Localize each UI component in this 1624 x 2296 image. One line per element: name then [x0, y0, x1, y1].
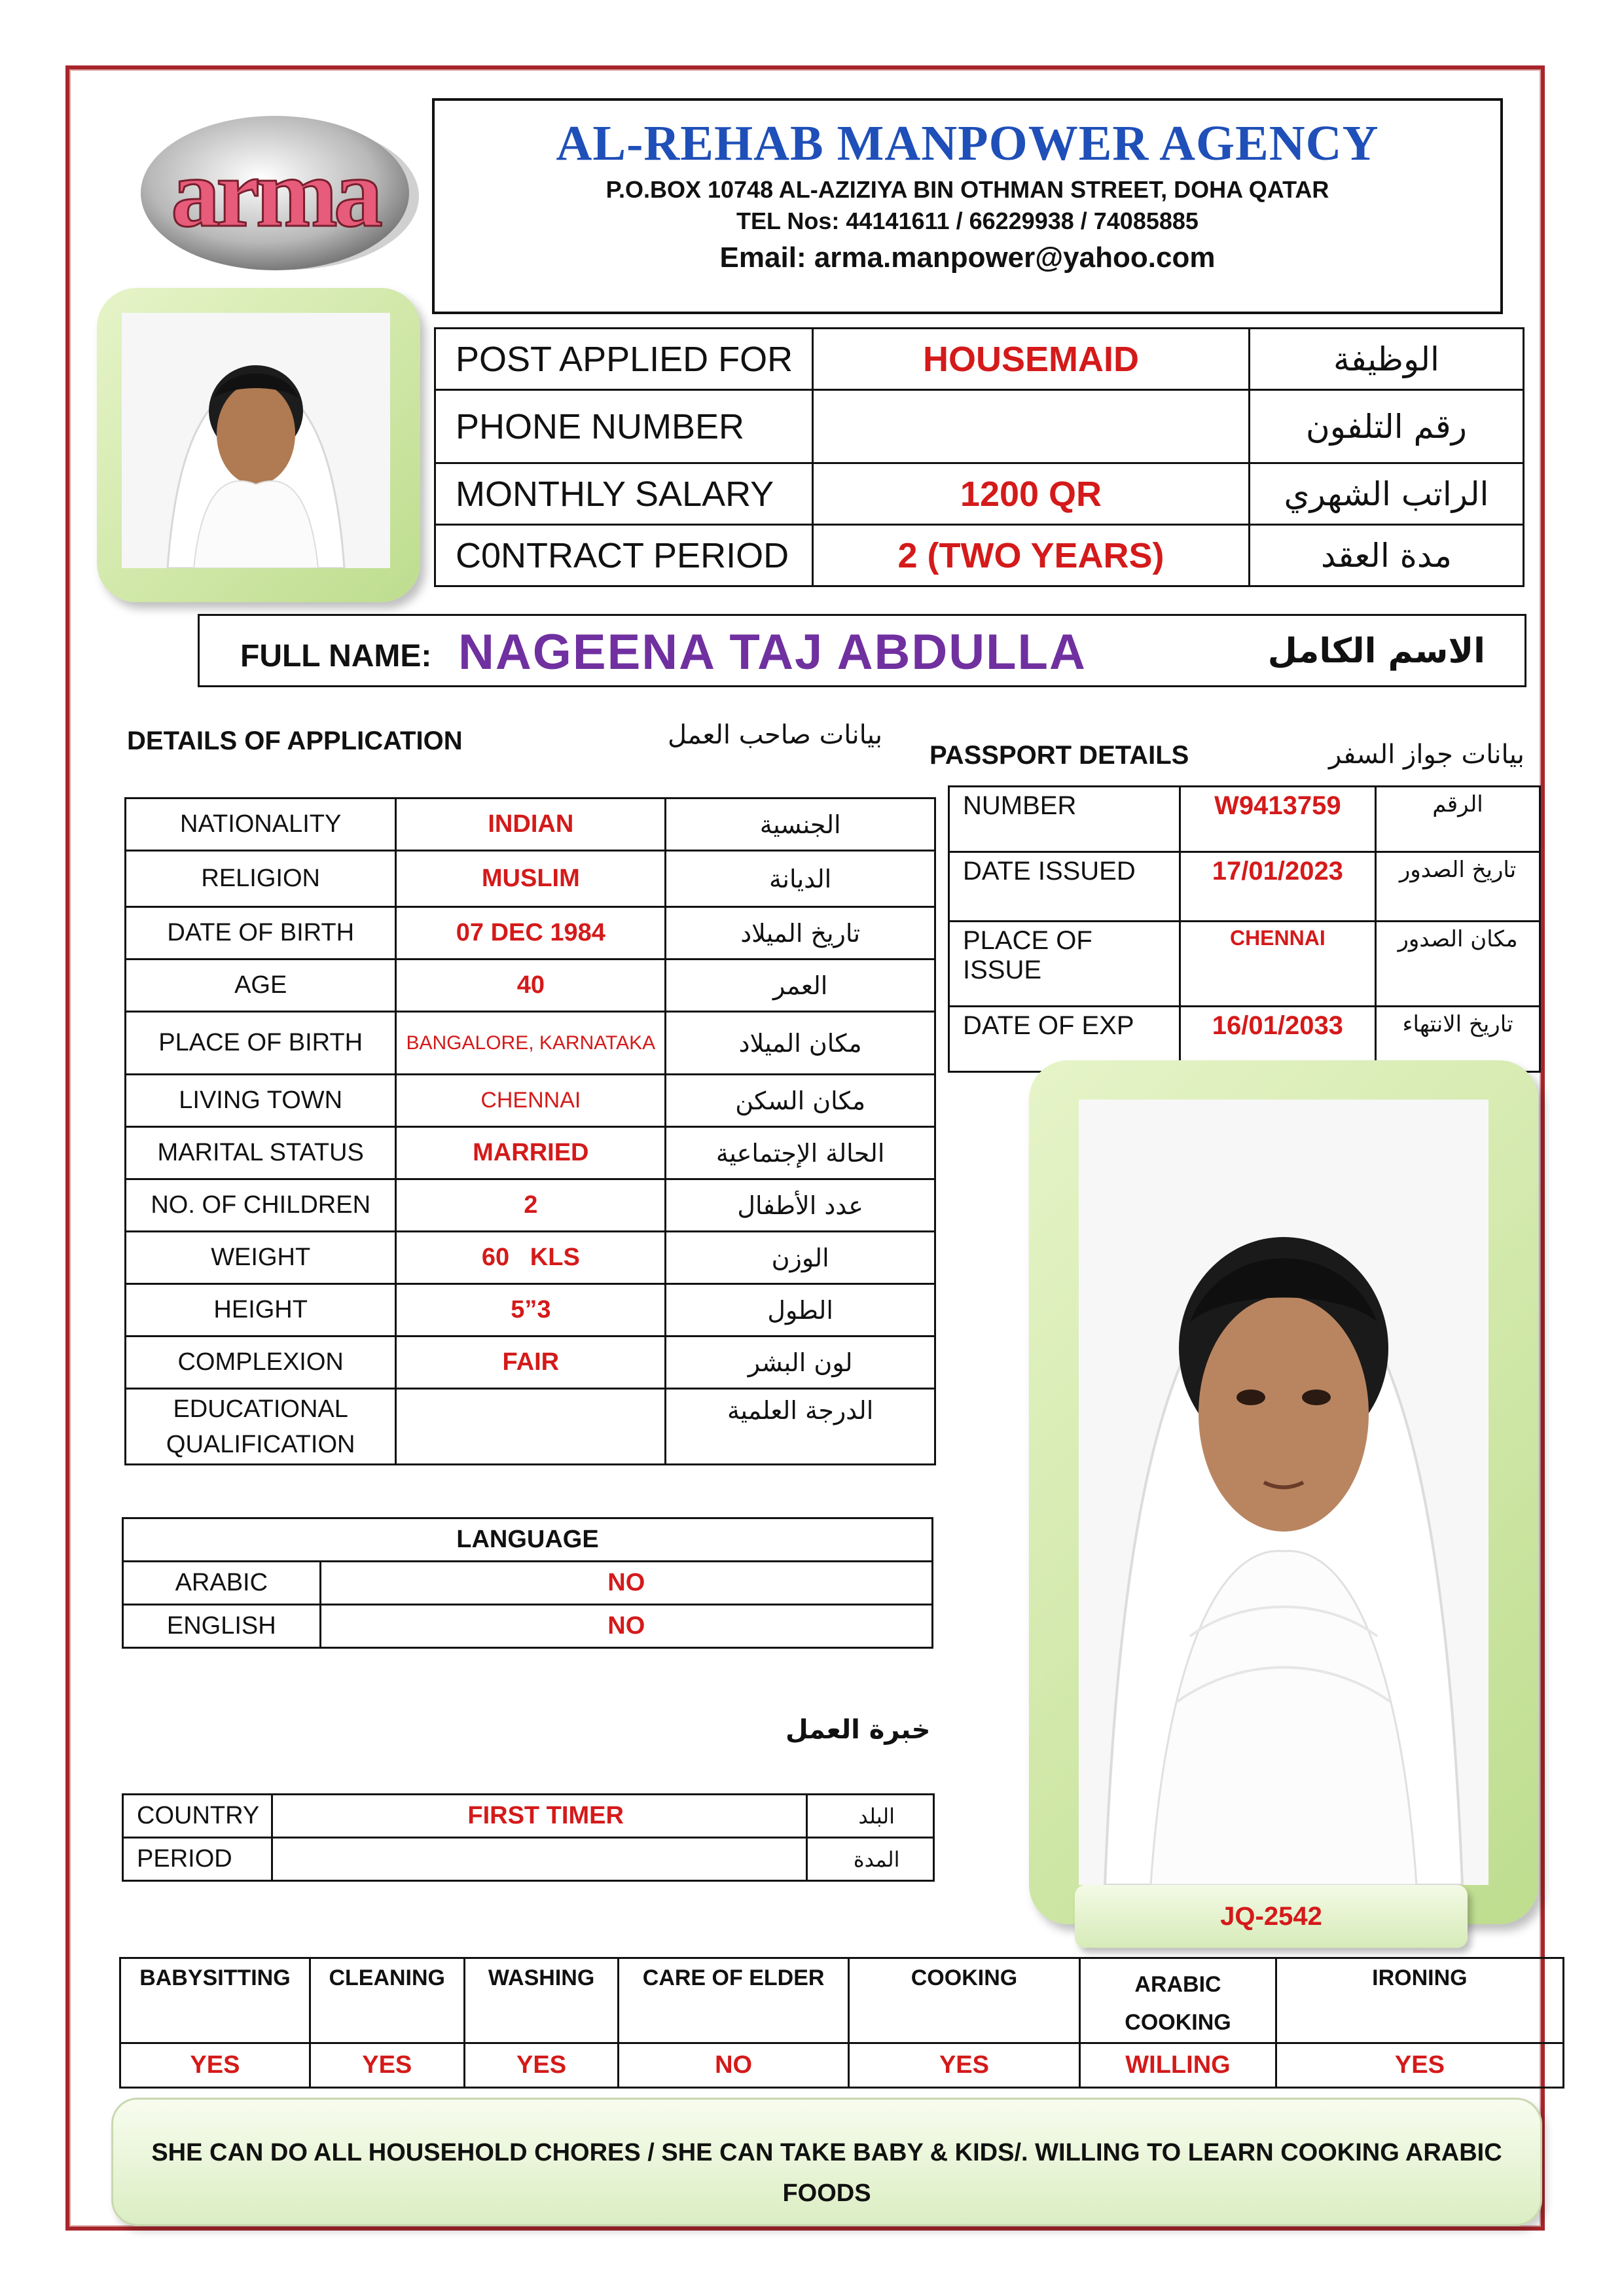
detail-label-ar: لون البشر	[666, 1336, 935, 1389]
agency-address: P.O.BOX 10748 AL-AZIZIYA BIN OTHMAN STREET, DOHA QATAR	[605, 176, 1329, 203]
language-label: ENGLISH	[123, 1605, 321, 1648]
table-row	[949, 852, 1540, 922]
small-photo-frame	[97, 288, 420, 602]
full-name-label-ar: الاسم الكامل	[1267, 632, 1485, 671]
experience-table	[122, 1793, 935, 1882]
passport-value: 17/01/2023	[1180, 852, 1375, 922]
detail-label: MARITAL STATUS	[126, 1127, 396, 1179]
skill-value: NO	[619, 2043, 848, 2088]
passport-label: NUMBER	[949, 787, 1180, 852]
language-title: LANGUAGE	[123, 1518, 933, 1562]
experience-label: COUNTRY	[123, 1795, 272, 1838]
language-label: ARABIC	[123, 1562, 321, 1605]
skill-label: BABYSITTING	[120, 1958, 310, 2043]
detail-value: 40	[396, 960, 666, 1012]
table-row	[126, 1075, 935, 1127]
table-row	[126, 1232, 935, 1284]
contract-label-ar: مدة العقد	[1249, 525, 1523, 586]
agency-logo	[118, 105, 432, 281]
detail-label: RELIGION	[126, 851, 396, 907]
detail-label-ar: الجنسية	[666, 798, 935, 851]
phone-value	[813, 390, 1250, 463]
large-photo-frame	[1029, 1060, 1538, 1924]
experience-value: FIRST TIMER	[272, 1795, 806, 1838]
detail-label: AGE	[126, 960, 396, 1012]
detail-label: LIVING TOWN	[126, 1075, 396, 1127]
full-name-label: FULL NAME:	[240, 639, 432, 673]
detail-label-ar: مكان الميلاد	[666, 1012, 935, 1075]
detail-label: COMPLEXION	[126, 1336, 396, 1389]
table-row	[126, 1012, 935, 1075]
contract-label: C0NTRACT PERIOD	[435, 525, 813, 586]
experience-label-ar: البلد	[807, 1795, 934, 1838]
detail-value: CHENNAI	[396, 1075, 666, 1127]
agency-tel: TEL Nos: 44141611 / 66229938 / 74085885	[736, 207, 1199, 234]
passport-table	[948, 785, 1541, 1073]
remarks-box	[111, 2098, 1542, 2226]
table-row	[126, 1336, 935, 1389]
post-label: POST APPLIED FOR	[435, 329, 813, 390]
detail-value: FAIR	[396, 1336, 666, 1389]
agency-header	[432, 98, 1503, 314]
detail-value: INDIAN	[396, 798, 666, 851]
passport-label: PLACE OF ISSUE	[949, 922, 1180, 1007]
experience-title-ar: خبرة العمل	[785, 1715, 931, 1745]
detail-label-ar: تاريخ الميلاد	[666, 907, 935, 960]
skill-label: WASHING	[464, 1958, 619, 2043]
detail-label-ar: عدد الأطفال	[666, 1179, 935, 1232]
passport-value: W9413759	[1180, 787, 1375, 852]
post-label-ar: الوظيفة	[1249, 329, 1523, 390]
detail-label: WEIGHT	[126, 1232, 396, 1284]
phone-label: PHONE NUMBER	[435, 390, 813, 463]
ref-code-tag	[1075, 1885, 1468, 1948]
table-row	[123, 1838, 934, 1881]
detail-value: MARRIED	[396, 1127, 666, 1179]
table-row	[126, 1179, 935, 1232]
detail-label: PLACE OF BIRTH	[126, 1012, 396, 1075]
detail-value	[396, 1389, 666, 1465]
post-table	[434, 327, 1525, 587]
passport-label: DATE ISSUED	[949, 852, 1180, 922]
language-table	[122, 1517, 933, 1649]
language-value: NO	[320, 1605, 932, 1648]
skill-value: YES	[464, 2043, 619, 2088]
passport-title: PASSPORT DETAILS	[929, 741, 1189, 770]
table-row	[126, 798, 935, 851]
skill-value: YES	[1276, 2043, 1563, 2088]
detail-label-ar: العمر	[666, 960, 935, 1012]
table-row	[123, 1518, 933, 1562]
post-value: HOUSEMAID	[813, 329, 1250, 390]
salary-label-ar: الراتب الشهري	[1249, 463, 1523, 525]
detail-value: 60 KLS	[396, 1232, 666, 1284]
passport-value: CHENNAI	[1180, 922, 1375, 1007]
detail-value: 2	[396, 1179, 666, 1232]
detail-value: 07 DEC 1984	[396, 907, 666, 960]
ref-code: JQ-2542	[1220, 1902, 1322, 1931]
experience-value	[272, 1838, 806, 1881]
table-row	[123, 1562, 933, 1605]
salary-label: MONTHLY SALARY	[435, 463, 813, 525]
table-row	[435, 463, 1524, 525]
detail-label: EDUCATIONAL QUALIFICATION	[126, 1389, 396, 1465]
detail-label-ar: الوزن	[666, 1232, 935, 1284]
detail-value: BANGALORE, KARNATAKA	[396, 1012, 666, 1075]
detail-label-ar: مكان السكن	[666, 1075, 935, 1127]
salary-value: 1200 QR	[813, 463, 1250, 525]
svg-text:arma: arma	[171, 139, 379, 247]
passport-label-ar: مكان الصدور	[1376, 922, 1540, 1007]
skill-label: ARABIC COOKING	[1080, 1958, 1276, 2043]
language-value: NO	[320, 1562, 932, 1605]
table-row	[126, 1127, 935, 1179]
details-table	[124, 797, 936, 1465]
passport-label-ar: الرقم	[1376, 787, 1540, 852]
table-row	[126, 960, 935, 1012]
passport-label: DATE OF EXP	[949, 1007, 1180, 1072]
passport-title-ar: بيانات جواز السفر	[1329, 740, 1525, 770]
table-row	[126, 851, 935, 907]
details-title-ar: بيانات صاحب العمل	[668, 720, 882, 750]
detail-value: MUSLIM	[396, 851, 666, 907]
table-row	[435, 525, 1524, 586]
passport-value: 16/01/2033	[1180, 1007, 1375, 1072]
experience-label: PERIOD	[123, 1838, 272, 1881]
agency-name: AL-REHAB MANPOWER AGENCY	[556, 116, 1379, 171]
skill-label: CLEANING	[310, 1958, 464, 2043]
table-row	[123, 1605, 933, 1648]
detail-label-ar: الطول	[666, 1284, 935, 1336]
table-row	[435, 390, 1524, 463]
detail-value: 5”3	[396, 1284, 666, 1336]
detail-label: NO. OF CHILDREN	[126, 1179, 396, 1232]
table-row	[126, 1284, 935, 1336]
full-name-value: NAGEENA TAJ ABDULLA	[458, 624, 1087, 680]
detail-label-ar: الديانة	[666, 851, 935, 907]
contract-value: 2 (TWO YEARS)	[813, 525, 1250, 586]
skill-value: YES	[120, 2043, 310, 2088]
skills-table	[119, 1957, 1564, 2089]
skill-label: COOKING	[848, 1958, 1079, 2043]
detail-label-ar: الدرجة العلمية	[666, 1389, 935, 1465]
table-row	[949, 922, 1540, 1007]
passport-label-ar: تاريخ الصدور	[1376, 852, 1540, 922]
table-row	[949, 787, 1540, 852]
skill-label: CARE OF ELDER	[619, 1958, 848, 2043]
experience-label-ar: المدة	[807, 1838, 934, 1881]
remarks-text: SHE CAN DO ALL HOUSEHOLD CHORES / SHE CAN TAKE BABY & KIDS/. WILLING TO LEARN COOKING ARABIC FOODS	[151, 2139, 1502, 2207]
detail-label: DATE OF BIRTH	[126, 907, 396, 960]
detail-label: HEIGHT	[126, 1284, 396, 1336]
skill-value: YES	[848, 2043, 1079, 2088]
detail-label: NATIONALITY	[126, 798, 396, 851]
table-row	[435, 329, 1524, 390]
detail-label-ar: الحالة الإجتماعية	[666, 1127, 935, 1179]
full-name-box	[198, 614, 1526, 687]
details-title: DETAILS OF APPLICATION	[127, 726, 463, 755]
table-row	[123, 1795, 934, 1838]
agency-email: Email: arma.manpower@yahoo.com	[719, 242, 1216, 274]
skill-value: YES	[310, 2043, 464, 2088]
phone-label-ar: رقم التلفون	[1249, 390, 1523, 463]
skill-value: WILLING	[1080, 2043, 1276, 2088]
applicant-photo-small	[122, 313, 390, 568]
table-row	[120, 1958, 1564, 2043]
skill-label: IRONING	[1276, 1958, 1563, 2043]
table-row	[126, 1389, 935, 1465]
passport-label-ar: تاريخ الانتهاء	[1376, 1007, 1540, 1072]
applicant-photo-large	[1079, 1100, 1489, 1885]
table-row	[120, 2043, 1564, 2088]
table-row	[126, 907, 935, 960]
